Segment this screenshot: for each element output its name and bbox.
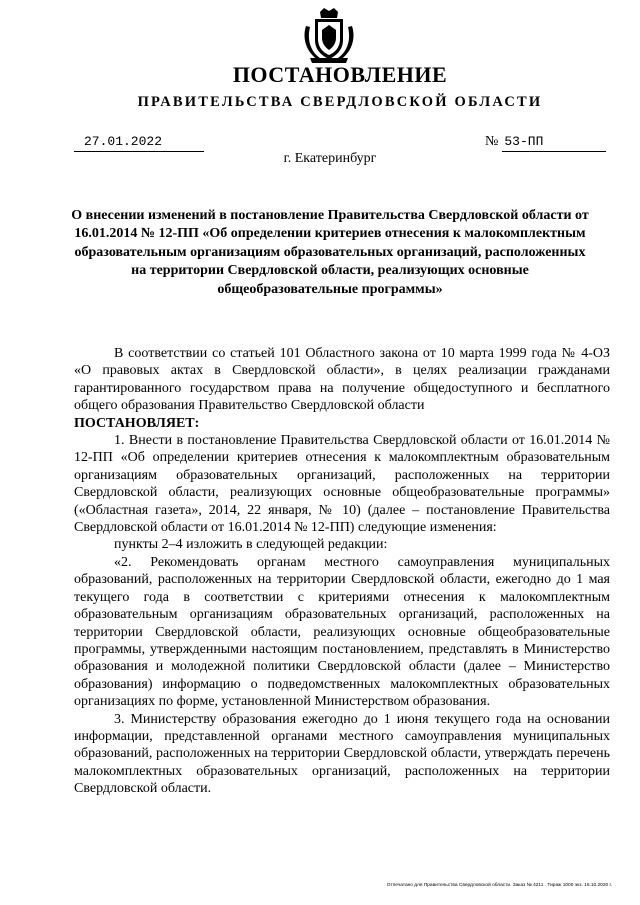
paragraph-preamble: В соответствии со статьей 101 Областного закона от 10 марта 1999 года № 4-ОЗ «О правовых актах в Свердловской области», в целях реализации гражданами гарантированного государством права на получение общедоступного и бесплатного общего образования Правительство Свердловской области — [74, 346, 610, 414]
number-value: 53-ПП — [504, 134, 544, 149]
paragraph-item-1: 1. Внести в постановление Правительства Свердловской области от 16.01.2014 № 12-ПП «Об определении критериев отнесения к малокомплектным образовательным организациям образовательных организаций, расположенных на территории Свердловской области, реализующих основные общеобразовательные программы» («Областная газета», 2014, 22 января, № 10) (далее – постановление Правительства Свердловской области от 16.01.2014 № 12-ПП) следующие изменения: — [74, 433, 610, 536]
document-title: ПОСТАНОВЛЕНИЕ — [232, 62, 448, 87]
document-authority: ПРАВИТЕЛЬСТВА СВЕРДЛОВСКОЙ ОБЛАСТИ — [137, 94, 543, 110]
document-body — [74, 345, 610, 798]
resolves-label: ПОСТАНОВЛЯЕТ: — [74, 415, 200, 431]
document-city: г. Екатеринбург — [283, 151, 377, 166]
document-date: 27.01.2022 — [84, 134, 163, 149]
paragraph-amendment-intro: пункты 2–4 изложить в следующей редакции: — [114, 537, 388, 553]
coat-of-arms-icon — [300, 8, 358, 64]
document-number — [485, 134, 543, 150]
document-heading: О внесении изменений в постановление Правительства Свердловской области от 16.01.2014 № 12-ПП «Об определении критериев отнесения к малокомплектным образовательным организациям образовательных организаций, расположенных на территории Свердловской области, реализующих основные общеобразовательные программы» — [71, 208, 589, 297]
print-footer: Отпечатано для Правительства Свердловской области. Заказ № 4211 . Тираж 1000 экз. 16.10.2020 г. — [386, 883, 612, 888]
paragraph-item-3: 3. Министерству образования ежегодно до 1 июня текущего года на основании информации, представленной органами местного самоуправления муниципальных образований, расположенных на территории Свердловской области, утверждать перечень малокомплектных образовательных организаций, расположенных на территории Свердловской области. — [74, 711, 610, 797]
number-sign: № — [485, 134, 499, 149]
paragraph-item-2: «2. Рекомендовать органам местного самоуправления муниципальных образований, расположенных на территории Свердловской области, ежегодно до 1 мая текущего года в соответствии с критериями отнесения к малокомплектным образовательным организациям образовательных организаций, расположенных на территории Свердловской области, реализующих основные общеобразовательные программы, утвержденными настоящим постановлением, представлять в Министерство образования и молодежной политики Свердловской области (далее – Министерство образования) информацию о подведомственных малокомплектных образовательных организациях по форме, установленной Министерством образования. — [74, 554, 610, 710]
